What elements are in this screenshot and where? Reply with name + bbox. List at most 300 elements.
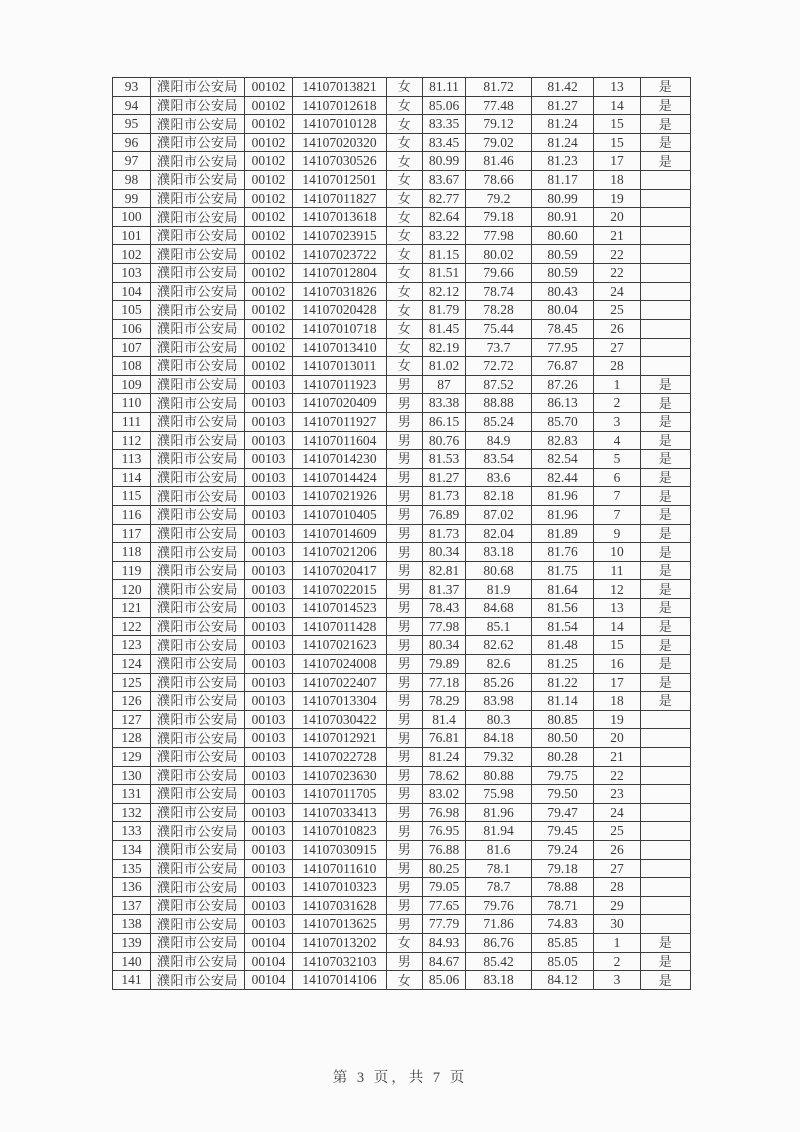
cell-qualified-flag bbox=[641, 282, 691, 301]
cell-gender: 男 bbox=[387, 878, 423, 897]
cell-unit-name: 濮阳市公安局 bbox=[151, 710, 245, 729]
cell-qualified-flag: 是 bbox=[641, 952, 691, 971]
cell-interview-score: 79.18 bbox=[466, 208, 532, 227]
table-row bbox=[113, 803, 691, 822]
cell-row-number: 132 bbox=[113, 803, 151, 822]
cell-gender: 男 bbox=[387, 524, 423, 543]
cell-rank: 25 bbox=[594, 301, 641, 320]
cell-qualified-flag bbox=[641, 171, 691, 190]
cell-total-score: 80.99 bbox=[532, 189, 594, 208]
cell-qualified-flag bbox=[641, 729, 691, 748]
cell-total-score: 84.12 bbox=[532, 971, 594, 990]
cell-exam-number: 14107010405 bbox=[293, 506, 387, 525]
cell-interview-score: 78.66 bbox=[466, 171, 532, 190]
cell-gender: 男 bbox=[387, 766, 423, 785]
cell-rank: 22 bbox=[594, 766, 641, 785]
cell-row-number: 116 bbox=[113, 506, 151, 525]
cell-qualified-flag: 是 bbox=[641, 450, 691, 469]
cell-rank: 21 bbox=[594, 747, 641, 766]
cell-exam-number: 14107014609 bbox=[293, 524, 387, 543]
cell-exam-number: 14107011927 bbox=[293, 412, 387, 431]
cell-total-score: 82.83 bbox=[532, 431, 594, 450]
cell-total-score: 81.24 bbox=[532, 115, 594, 134]
cell-gender: 女 bbox=[387, 282, 423, 301]
cell-unit-name: 濮阳市公安局 bbox=[151, 692, 245, 711]
cell-rank: 1 bbox=[594, 934, 641, 953]
cell-written-score: 76.89 bbox=[423, 506, 466, 525]
cell-interview-score: 71.86 bbox=[466, 915, 532, 934]
cell-unit-name: 濮阳市公安局 bbox=[151, 412, 245, 431]
table-row bbox=[113, 840, 691, 859]
table-row bbox=[113, 506, 691, 525]
cell-exam-number: 14107013410 bbox=[293, 338, 387, 357]
table-row bbox=[113, 524, 691, 543]
cell-exam-number: 14107014230 bbox=[293, 450, 387, 469]
cell-rank: 29 bbox=[594, 896, 641, 915]
cell-written-score: 78.43 bbox=[423, 599, 466, 618]
cell-unit-name: 濮阳市公安局 bbox=[151, 747, 245, 766]
table-row bbox=[113, 319, 691, 338]
cell-written-score: 81.45 bbox=[423, 319, 466, 338]
cell-exam-number: 14107023915 bbox=[293, 226, 387, 245]
cell-rank: 21 bbox=[594, 226, 641, 245]
cell-total-score: 77.95 bbox=[532, 338, 594, 357]
cell-rank: 24 bbox=[594, 282, 641, 301]
cell-position-code: 00103 bbox=[245, 878, 293, 897]
cell-total-score: 81.56 bbox=[532, 599, 594, 618]
cell-written-score: 84.67 bbox=[423, 952, 466, 971]
cell-interview-score: 75.44 bbox=[466, 319, 532, 338]
cell-interview-score: 88.88 bbox=[466, 394, 532, 413]
cell-position-code: 00103 bbox=[245, 710, 293, 729]
cell-row-number: 99 bbox=[113, 189, 151, 208]
cell-interview-score: 83.98 bbox=[466, 692, 532, 711]
cell-total-score: 80.59 bbox=[532, 245, 594, 264]
cell-written-score: 81.27 bbox=[423, 468, 466, 487]
cell-exam-number: 14107011604 bbox=[293, 431, 387, 450]
cell-exam-number: 14107031628 bbox=[293, 896, 387, 915]
cell-rank: 14 bbox=[594, 96, 641, 115]
cell-interview-score: 80.88 bbox=[466, 766, 532, 785]
cell-gender: 男 bbox=[387, 896, 423, 915]
cell-position-code: 00102 bbox=[245, 78, 293, 97]
table-row bbox=[113, 710, 691, 729]
cell-row-number: 98 bbox=[113, 171, 151, 190]
cell-row-number: 100 bbox=[113, 208, 151, 227]
cell-rank: 24 bbox=[594, 803, 641, 822]
cell-exam-number: 14107030526 bbox=[293, 152, 387, 171]
cell-interview-score: 78.1 bbox=[466, 859, 532, 878]
cell-gender: 男 bbox=[387, 636, 423, 655]
table-row bbox=[113, 412, 691, 431]
table-row bbox=[113, 394, 691, 413]
cell-total-score: 81.24 bbox=[532, 133, 594, 152]
cell-gender: 男 bbox=[387, 468, 423, 487]
table-row bbox=[113, 878, 691, 897]
cell-total-score: 79.47 bbox=[532, 803, 594, 822]
table-row bbox=[113, 226, 691, 245]
cell-exam-number: 14107020417 bbox=[293, 561, 387, 580]
cell-position-code: 00103 bbox=[245, 487, 293, 506]
cell-exam-number: 14107010718 bbox=[293, 319, 387, 338]
cell-row-number: 97 bbox=[113, 152, 151, 171]
cell-rank: 19 bbox=[594, 189, 641, 208]
cell-interview-score: 81.72 bbox=[466, 78, 532, 97]
cell-exam-number: 14107010323 bbox=[293, 878, 387, 897]
cell-rank: 22 bbox=[594, 245, 641, 264]
cell-rank: 7 bbox=[594, 487, 641, 506]
cell-interview-score: 81.9 bbox=[466, 580, 532, 599]
cell-written-score: 83.67 bbox=[423, 171, 466, 190]
cell-row-number: 120 bbox=[113, 580, 151, 599]
table-row bbox=[113, 468, 691, 487]
cell-position-code: 00102 bbox=[245, 264, 293, 283]
cell-exam-number: 14107012618 bbox=[293, 96, 387, 115]
cell-interview-score: 86.76 bbox=[466, 934, 532, 953]
cell-exam-number: 14107010823 bbox=[293, 822, 387, 841]
table-row bbox=[113, 952, 691, 971]
cell-position-code: 00102 bbox=[245, 189, 293, 208]
cell-gender: 男 bbox=[387, 561, 423, 580]
cell-rank: 18 bbox=[594, 692, 641, 711]
cell-unit-name: 濮阳市公安局 bbox=[151, 375, 245, 394]
cell-gender: 男 bbox=[387, 654, 423, 673]
cell-rank: 18 bbox=[594, 171, 641, 190]
cell-interview-score: 82.62 bbox=[466, 636, 532, 655]
table-row bbox=[113, 766, 691, 785]
cell-rank: 30 bbox=[594, 915, 641, 934]
cell-unit-name: 濮阳市公安局 bbox=[151, 264, 245, 283]
cell-row-number: 119 bbox=[113, 561, 151, 580]
cell-interview-score: 87.02 bbox=[466, 506, 532, 525]
cell-exam-number: 14107022407 bbox=[293, 673, 387, 692]
table-row bbox=[113, 487, 691, 506]
cell-gender: 男 bbox=[387, 580, 423, 599]
cell-exam-number: 14107013821 bbox=[293, 78, 387, 97]
table-row bbox=[113, 673, 691, 692]
cell-qualified-flag bbox=[641, 710, 691, 729]
cell-rank: 12 bbox=[594, 580, 641, 599]
cell-unit-name: 濮阳市公安局 bbox=[151, 487, 245, 506]
cell-row-number: 106 bbox=[113, 319, 151, 338]
score-table-body bbox=[113, 78, 691, 990]
cell-exam-number: 14107030915 bbox=[293, 840, 387, 859]
cell-position-code: 00103 bbox=[245, 599, 293, 618]
cell-position-code: 00103 bbox=[245, 636, 293, 655]
cell-exam-number: 14107014523 bbox=[293, 599, 387, 618]
cell-written-score: 76.81 bbox=[423, 729, 466, 748]
cell-total-score: 81.54 bbox=[532, 617, 594, 636]
cell-gender: 男 bbox=[387, 543, 423, 562]
cell-qualified-flag bbox=[641, 189, 691, 208]
cell-unit-name: 濮阳市公安局 bbox=[151, 468, 245, 487]
cell-qualified-flag bbox=[641, 803, 691, 822]
table-row bbox=[113, 171, 691, 190]
cell-interview-score: 82.04 bbox=[466, 524, 532, 543]
cell-written-score: 81.79 bbox=[423, 301, 466, 320]
cell-total-score: 81.14 bbox=[532, 692, 594, 711]
cell-unit-name: 濮阳市公安局 bbox=[151, 226, 245, 245]
cell-written-score: 80.25 bbox=[423, 859, 466, 878]
cell-row-number: 131 bbox=[113, 785, 151, 804]
cell-qualified-flag: 是 bbox=[641, 636, 691, 655]
cell-written-score: 77.98 bbox=[423, 617, 466, 636]
cell-total-score: 78.88 bbox=[532, 878, 594, 897]
cell-unit-name: 濮阳市公安局 bbox=[151, 189, 245, 208]
cell-row-number: 134 bbox=[113, 840, 151, 859]
cell-qualified-flag bbox=[641, 226, 691, 245]
score-table bbox=[112, 77, 691, 990]
cell-exam-number: 14107033413 bbox=[293, 803, 387, 822]
cell-gender: 男 bbox=[387, 375, 423, 394]
table-row bbox=[113, 729, 691, 748]
table-row bbox=[113, 301, 691, 320]
cell-exam-number: 14107013618 bbox=[293, 208, 387, 227]
cell-written-score: 87 bbox=[423, 375, 466, 394]
cell-position-code: 00102 bbox=[245, 171, 293, 190]
cell-unit-name: 濮阳市公安局 bbox=[151, 357, 245, 376]
cell-interview-score: 79.2 bbox=[466, 189, 532, 208]
cell-row-number: 115 bbox=[113, 487, 151, 506]
cell-total-score: 79.75 bbox=[532, 766, 594, 785]
cell-row-number: 103 bbox=[113, 264, 151, 283]
cell-gender: 男 bbox=[387, 394, 423, 413]
cell-gender: 男 bbox=[387, 412, 423, 431]
cell-row-number: 96 bbox=[113, 133, 151, 152]
table-row bbox=[113, 896, 691, 915]
cell-gender: 男 bbox=[387, 617, 423, 636]
cell-gender: 女 bbox=[387, 934, 423, 953]
cell-position-code: 00102 bbox=[245, 301, 293, 320]
cell-rank: 13 bbox=[594, 599, 641, 618]
cell-row-number: 113 bbox=[113, 450, 151, 469]
cell-row-number: 118 bbox=[113, 543, 151, 562]
cell-exam-number: 14107014424 bbox=[293, 468, 387, 487]
cell-written-score: 81.37 bbox=[423, 580, 466, 599]
cell-position-code: 00103 bbox=[245, 803, 293, 822]
cell-exam-number: 14107011428 bbox=[293, 617, 387, 636]
cell-written-score: 77.18 bbox=[423, 673, 466, 692]
cell-written-score: 82.64 bbox=[423, 208, 466, 227]
cell-unit-name: 濮阳市公安局 bbox=[151, 115, 245, 134]
cell-position-code: 00103 bbox=[245, 692, 293, 711]
cell-unit-name: 濮阳市公安局 bbox=[151, 301, 245, 320]
cell-total-score: 78.71 bbox=[532, 896, 594, 915]
cell-qualified-flag bbox=[641, 208, 691, 227]
cell-exam-number: 14107024008 bbox=[293, 654, 387, 673]
cell-position-code: 00103 bbox=[245, 524, 293, 543]
cell-interview-score: 83.54 bbox=[466, 450, 532, 469]
cell-position-code: 00104 bbox=[245, 934, 293, 953]
cell-row-number: 140 bbox=[113, 952, 151, 971]
cell-rank: 28 bbox=[594, 357, 641, 376]
cell-written-score: 81.51 bbox=[423, 264, 466, 283]
cell-exam-number: 14107012501 bbox=[293, 171, 387, 190]
cell-row-number: 125 bbox=[113, 673, 151, 692]
cell-written-score: 81.24 bbox=[423, 747, 466, 766]
cell-interview-score: 80.02 bbox=[466, 245, 532, 264]
cell-written-score: 81.73 bbox=[423, 487, 466, 506]
cell-exam-number: 14107020409 bbox=[293, 394, 387, 413]
cell-rank: 25 bbox=[594, 822, 641, 841]
cell-position-code: 00102 bbox=[245, 208, 293, 227]
cell-interview-score: 84.18 bbox=[466, 729, 532, 748]
cell-written-score: 82.81 bbox=[423, 561, 466, 580]
cell-rank: 23 bbox=[594, 785, 641, 804]
cell-unit-name: 濮阳市公安局 bbox=[151, 431, 245, 450]
cell-interview-score: 85.42 bbox=[466, 952, 532, 971]
cell-interview-score: 85.26 bbox=[466, 673, 532, 692]
cell-position-code: 00103 bbox=[245, 450, 293, 469]
cell-total-score: 85.05 bbox=[532, 952, 594, 971]
cell-position-code: 00103 bbox=[245, 394, 293, 413]
cell-qualified-flag: 是 bbox=[641, 468, 691, 487]
cell-total-score: 79.18 bbox=[532, 859, 594, 878]
cell-row-number: 124 bbox=[113, 654, 151, 673]
cell-total-score: 78.45 bbox=[532, 319, 594, 338]
table-row bbox=[113, 934, 691, 953]
table-row bbox=[113, 245, 691, 264]
cell-written-score: 80.99 bbox=[423, 152, 466, 171]
cell-total-score: 79.45 bbox=[532, 822, 594, 841]
cell-written-score: 83.02 bbox=[423, 785, 466, 804]
cell-unit-name: 濮阳市公安局 bbox=[151, 78, 245, 97]
cell-unit-name: 濮阳市公安局 bbox=[151, 915, 245, 934]
cell-total-score: 80.91 bbox=[532, 208, 594, 227]
cell-unit-name: 濮阳市公安局 bbox=[151, 133, 245, 152]
cell-exam-number: 14107013625 bbox=[293, 915, 387, 934]
cell-qualified-flag: 是 bbox=[641, 543, 691, 562]
cell-rank: 19 bbox=[594, 710, 641, 729]
cell-row-number: 105 bbox=[113, 301, 151, 320]
cell-exam-number: 14107013202 bbox=[293, 934, 387, 953]
cell-written-score: 84.93 bbox=[423, 934, 466, 953]
cell-gender: 男 bbox=[387, 803, 423, 822]
cell-total-score: 81.23 bbox=[532, 152, 594, 171]
cell-total-score: 81.42 bbox=[532, 78, 594, 97]
cell-written-score: 81.15 bbox=[423, 245, 466, 264]
cell-total-score: 86.13 bbox=[532, 394, 594, 413]
cell-row-number: 95 bbox=[113, 115, 151, 134]
table-row bbox=[113, 859, 691, 878]
cell-qualified-flag bbox=[641, 785, 691, 804]
cell-gender: 男 bbox=[387, 710, 423, 729]
cell-gender: 女 bbox=[387, 171, 423, 190]
cell-rank: 3 bbox=[594, 971, 641, 990]
cell-total-score: 74.83 bbox=[532, 915, 594, 934]
cell-qualified-flag: 是 bbox=[641, 654, 691, 673]
cell-interview-score: 79.66 bbox=[466, 264, 532, 283]
table-row bbox=[113, 133, 691, 152]
cell-position-code: 00102 bbox=[245, 96, 293, 115]
cell-position-code: 00103 bbox=[245, 468, 293, 487]
cell-gender: 女 bbox=[387, 78, 423, 97]
cell-gender: 男 bbox=[387, 431, 423, 450]
cell-unit-name: 濮阳市公安局 bbox=[151, 319, 245, 338]
cell-row-number: 129 bbox=[113, 747, 151, 766]
cell-position-code: 00103 bbox=[245, 617, 293, 636]
cell-unit-name: 濮阳市公安局 bbox=[151, 896, 245, 915]
cell-total-score: 81.76 bbox=[532, 543, 594, 562]
cell-row-number: 108 bbox=[113, 357, 151, 376]
cell-row-number: 114 bbox=[113, 468, 151, 487]
cell-row-number: 102 bbox=[113, 245, 151, 264]
cell-interview-score: 79.02 bbox=[466, 133, 532, 152]
cell-exam-number: 14107022728 bbox=[293, 747, 387, 766]
cell-total-score: 81.75 bbox=[532, 561, 594, 580]
cell-interview-score: 81.46 bbox=[466, 152, 532, 171]
cell-rank: 27 bbox=[594, 338, 641, 357]
cell-qualified-flag bbox=[641, 840, 691, 859]
cell-qualified-flag: 是 bbox=[641, 133, 691, 152]
cell-qualified-flag: 是 bbox=[641, 96, 691, 115]
cell-exam-number: 14107021206 bbox=[293, 543, 387, 562]
cell-qualified-flag bbox=[641, 822, 691, 841]
cell-gender: 女 bbox=[387, 338, 423, 357]
table-row bbox=[113, 599, 691, 618]
cell-qualified-flag bbox=[641, 859, 691, 878]
cell-total-score: 81.25 bbox=[532, 654, 594, 673]
cell-written-score: 81.53 bbox=[423, 450, 466, 469]
cell-interview-score: 72.72 bbox=[466, 357, 532, 376]
cell-gender: 男 bbox=[387, 747, 423, 766]
cell-interview-score: 79.12 bbox=[466, 115, 532, 134]
cell-exam-number: 14107021926 bbox=[293, 487, 387, 506]
cell-interview-score: 79.32 bbox=[466, 747, 532, 766]
cell-total-score: 81.89 bbox=[532, 524, 594, 543]
table-row bbox=[113, 450, 691, 469]
cell-position-code: 00103 bbox=[245, 785, 293, 804]
cell-row-number: 136 bbox=[113, 878, 151, 897]
cell-rank: 16 bbox=[594, 654, 641, 673]
cell-qualified-flag: 是 bbox=[641, 115, 691, 134]
table-row bbox=[113, 375, 691, 394]
cell-gender: 男 bbox=[387, 729, 423, 748]
cell-written-score: 76.95 bbox=[423, 822, 466, 841]
cell-qualified-flag: 是 bbox=[641, 412, 691, 431]
cell-interview-score: 75.98 bbox=[466, 785, 532, 804]
cell-total-score: 81.96 bbox=[532, 506, 594, 525]
cell-written-score: 78.62 bbox=[423, 766, 466, 785]
cell-exam-number: 14107011705 bbox=[293, 785, 387, 804]
cell-qualified-flag: 是 bbox=[641, 152, 691, 171]
cell-rank: 13 bbox=[594, 78, 641, 97]
cell-row-number: 141 bbox=[113, 971, 151, 990]
cell-rank: 26 bbox=[594, 840, 641, 859]
cell-qualified-flag: 是 bbox=[641, 394, 691, 413]
cell-unit-name: 濮阳市公安局 bbox=[151, 338, 245, 357]
cell-row-number: 126 bbox=[113, 692, 151, 711]
cell-row-number: 137 bbox=[113, 896, 151, 915]
cell-unit-name: 濮阳市公安局 bbox=[151, 208, 245, 227]
cell-qualified-flag: 是 bbox=[641, 673, 691, 692]
cell-unit-name: 濮阳市公安局 bbox=[151, 171, 245, 190]
cell-gender: 男 bbox=[387, 673, 423, 692]
cell-exam-number: 14107011827 bbox=[293, 189, 387, 208]
cell-position-code: 00103 bbox=[245, 412, 293, 431]
cell-gender: 男 bbox=[387, 915, 423, 934]
table-row bbox=[113, 785, 691, 804]
cell-gender: 男 bbox=[387, 506, 423, 525]
cell-unit-name: 濮阳市公安局 bbox=[151, 934, 245, 953]
cell-interview-score: 85.1 bbox=[466, 617, 532, 636]
table-row bbox=[113, 543, 691, 562]
cell-rank: 26 bbox=[594, 319, 641, 338]
cell-row-number: 107 bbox=[113, 338, 151, 357]
cell-gender: 男 bbox=[387, 840, 423, 859]
cell-exam-number: 14107011923 bbox=[293, 375, 387, 394]
cell-qualified-flag bbox=[641, 319, 691, 338]
